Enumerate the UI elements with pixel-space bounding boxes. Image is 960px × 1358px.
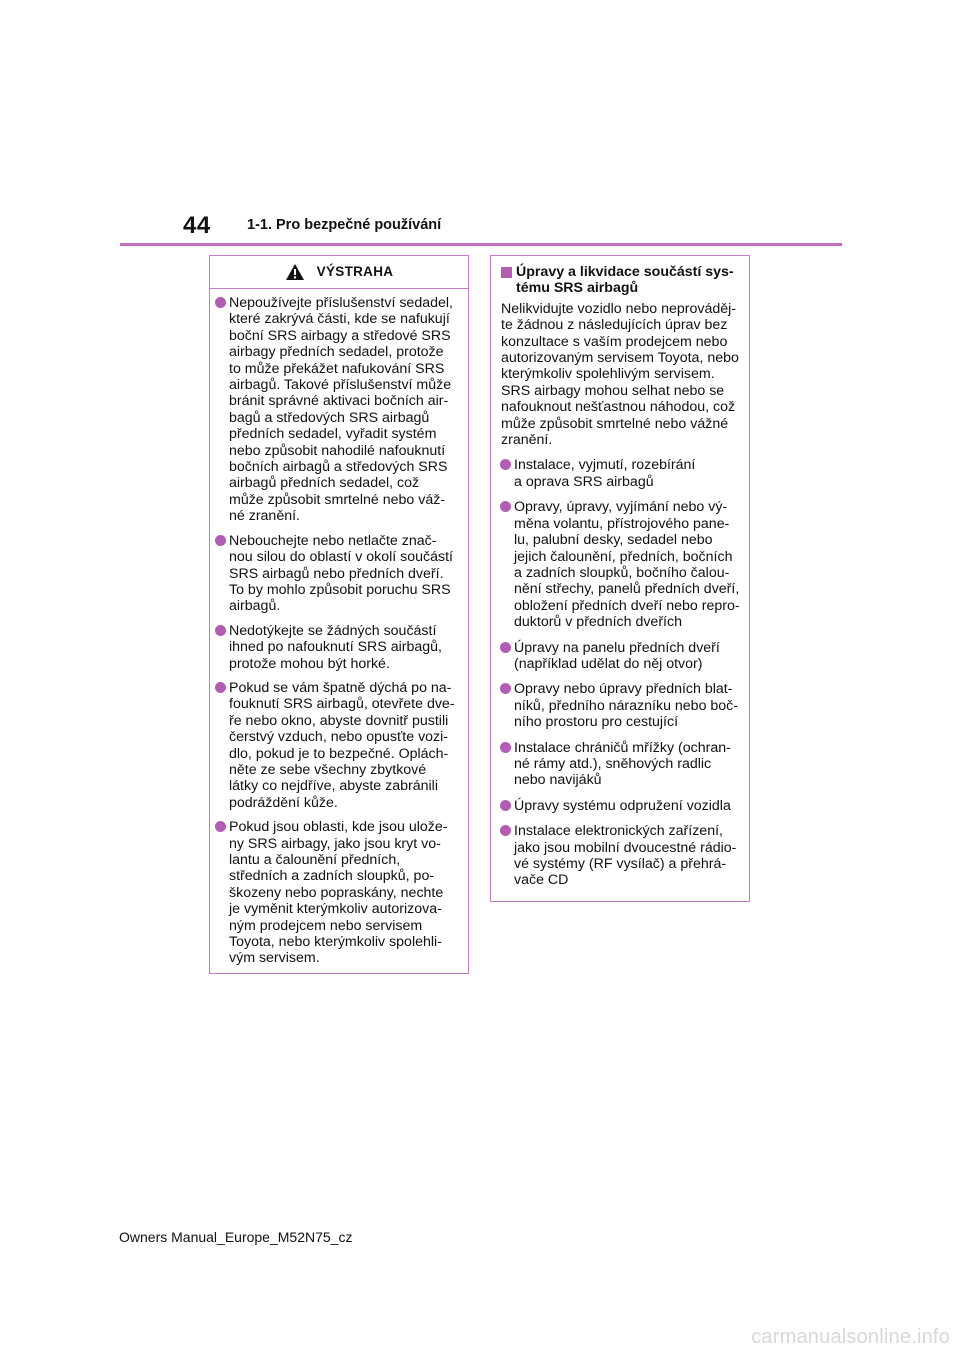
warning-triangle-icon [285, 263, 305, 281]
bullet-icon [500, 501, 511, 512]
section-title: 1-1. Pro bezpečné používání [247, 217, 442, 233]
info-item [500, 640, 741, 673]
info-item [500, 499, 741, 630]
bullet-icon [500, 642, 511, 653]
warning-item-text: Nedotýkejte se žádných součástí ihned po nafouknutí SRS airbagů, protože mohou být horké. [229, 622, 442, 672]
info-paragraph: Nelikvidujte vozidlo nebo neprováděj- te žádnou z následujících úprav bez konzultace s vaším prodejcem nebo autorizovaným servisem Toyota, nebo kterýmkoliv spolehlivým servisem. SRS airbagy mohou selhat nebo se nafouknout nešťastnou náhodou, což může způsobit smrtelné nebo vážné zranění. [501, 300, 739, 449]
warning-item-text: Nepoužívejte příslušenství sedadel, které zakrývá části, kde se nafukují boční SRS airbagy a středové SRS airbagy předních sedadel, protože to může překážet nafukování SRS airbagů. Takové příslušenství může bránit správné aktivaci bočních air- bagů a středových SRS airbagů předních sedadel, vyřadit systém nebo způsobit nahodilé nafouknutí bočních airbagů a středových SRS airbagů předních sedadel, což může způsobit smrtelné nebo váž- né zranění. [229, 295, 453, 525]
info-heading [497, 264, 741, 297]
warning-item [215, 819, 456, 967]
footer-text: Owners Manual_Europe_M52N75_cz [119, 1229, 353, 1245]
page-number: 44 [183, 212, 211, 239]
warning-item [215, 295, 456, 525]
info-box [490, 255, 750, 902]
bullet-icon [500, 825, 511, 836]
warning-item-text: Pokud jsou oblasti, kde jsou ulože- ny SRS airbagy, jako jsou kryt vo- lantu a čalounění předních, středních a zadních sloupků, po- škozeny nebo popraskány, nechte je vyměnit kterýmkoliv autorizova- ným prodejcem nebo servisem Toyota, nebo kterýmkoliv spolehli- vým servisem. [229, 819, 448, 967]
info-item-text: Instalace elektronických zařízení, jako jsou mobilní dvoucestné rádio- vé systémy (RF vysílač) a přehrá- vače CD [514, 823, 737, 889]
info-item-text: Opravy, úpravy, vyjímání nebo vý- měna volantu, přístrojového pane- lu, palubní desky, sedadel nebo jejich čalounění, předních, bočních a zadních sloupků, bočního čalou- nění střechy, panelů předních dveří, obložení předních dveří nebo repro- duktorů v předních dveřích [514, 499, 740, 631]
bullet-icon [215, 821, 226, 832]
square-bullet-icon [501, 267, 512, 278]
warning-box [209, 255, 469, 974]
info-item [500, 823, 741, 889]
bullet-icon [500, 800, 511, 811]
warning-item [215, 680, 456, 811]
info-item [500, 740, 741, 789]
warning-item [215, 533, 456, 615]
watermark: carmanualsonline.info [751, 1326, 950, 1348]
warning-item-text: Nebouchejte nebo netlačte znač- nou silou do oblastí v okolí součástí SRS airbagů nebo předních dveří. To by mohlo způsobit poruchu SRS airbagů. [229, 532, 453, 615]
info-item [500, 457, 741, 490]
bullet-icon [215, 682, 226, 693]
warning-item-text: Pokud se vám špatně dýchá po na- fouknutí SRS airbagů, otevřete dve- ře nebo okno, abyste dovnitř pustili čerstvý vzduch, nebo opusťte vozi- dlo, pokud je to bezpečné. Oplách- něte ze sebe všechny zbytkové látky co nejdříve, abyste zabránili podráždění kůže. [229, 679, 455, 811]
warning-title: VÝSTRAHA [316, 263, 394, 279]
warning-header [210, 256, 468, 289]
bullet-icon [215, 625, 226, 636]
info-item [500, 798, 741, 814]
bullet-icon [500, 683, 511, 694]
bullet-icon [500, 459, 511, 470]
info-item-text: Instalace, vyjmutí, rozebírání a oprava SRS airbagů [514, 457, 696, 490]
info-item-text: Úpravy systému odpružení vozidla [514, 797, 731, 814]
bullet-icon [500, 742, 511, 753]
bullet-icon [215, 535, 226, 546]
info-item-text: Instalace chráničů mřížky (ochran- né rámy atd.), sněhových radlic nebo navijáků [514, 739, 731, 789]
header-rule [120, 243, 842, 246]
info-item-text: Opravy nebo úpravy předních blat- níků, předního nárazníku nebo boč- ního prostoru pro cestující [514, 681, 739, 731]
info-item-text: Úpravy na panelu předních dveří (například udělat do něj otvor) [514, 639, 720, 672]
warning-item [215, 623, 456, 672]
bullet-icon [215, 297, 226, 308]
info-item [500, 681, 741, 730]
info-heading-text: Úpravy a likvidace součástí sys- tému SRS airbagů [516, 264, 734, 297]
